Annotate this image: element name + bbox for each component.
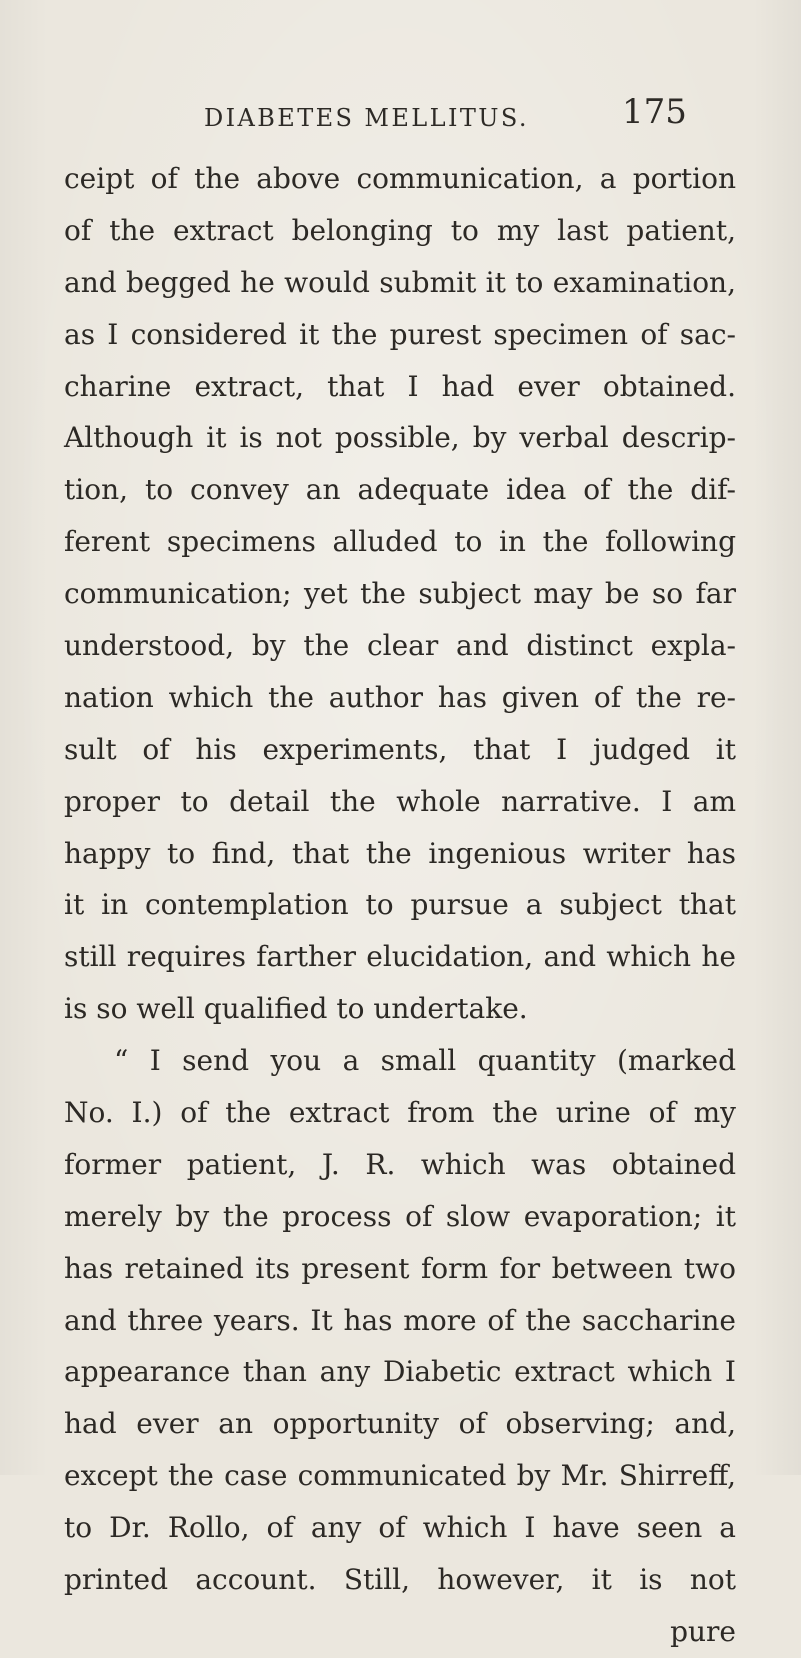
- text-line-paragraph-start: “ I send you a small quantity (marked: [114, 1044, 736, 1078]
- text-line-paragraph-end: is so well qualified to undertake.: [64, 992, 528, 1026]
- text-line: communication; yet the subject may be so far: [64, 577, 736, 611]
- text-line: has retained its present form for between two: [64, 1251, 736, 1285]
- text-line: charine extract, that I had ever obtained.: [64, 369, 736, 403]
- body-text: [64, 153, 736, 1658]
- text-line: understood, by the clear and distinct expla-: [64, 629, 736, 663]
- text-line: merely by the process of slow evaporation; it: [64, 1199, 736, 1233]
- text-line: appearance than any Diabetic extract which I: [64, 1355, 736, 1389]
- text-line: proper to detail the whole narrative. I am: [64, 784, 736, 818]
- running-head-title: DIABETES MELLITUS.: [204, 104, 529, 132]
- text-line: to Dr. Rollo, of any of which I have seen a: [64, 1511, 736, 1545]
- text-line: still requires farther elucidation, and which he: [64, 940, 736, 974]
- text-line: as I considered it the purest specimen of sac-: [64, 317, 736, 351]
- text-line: Although it is not possible, by verbal descrip-: [64, 421, 736, 455]
- catchword: pure: [670, 1614, 736, 1648]
- running-head: [0, 92, 801, 138]
- text-line: printed account. Still, however, it is not: [64, 1563, 736, 1597]
- text-line: and three years. It has more of the saccharine: [64, 1303, 736, 1337]
- text-line: of the extract belonging to my last patient,: [64, 213, 736, 247]
- text-line: No. I.) of the extract from the urine of my: [64, 1096, 736, 1130]
- text-line: happy to find, that the ingenious writer has: [64, 836, 736, 870]
- text-line: except the case communicated by Mr. Shirreff,: [64, 1459, 736, 1493]
- text-line: ceipt of the above communication, a portion: [64, 162, 736, 195]
- text-line: and begged he would submit it to examination,: [64, 265, 736, 299]
- text-line: it in contemplation to pursue a subject that: [64, 888, 736, 922]
- text-line: sult of his experiments, that I judged it: [64, 732, 736, 766]
- text-line: former patient, J. R. which was obtained: [64, 1147, 736, 1181]
- text-line: nation which the author has given of the re-: [64, 680, 736, 714]
- page-number: 175: [622, 92, 687, 132]
- text-line: ferent specimens alluded to in the following: [64, 525, 736, 559]
- text-line: tion, to convey an adequate idea of the dif-: [64, 473, 736, 507]
- text-line: had ever an opportunity of observing; and,: [64, 1407, 736, 1441]
